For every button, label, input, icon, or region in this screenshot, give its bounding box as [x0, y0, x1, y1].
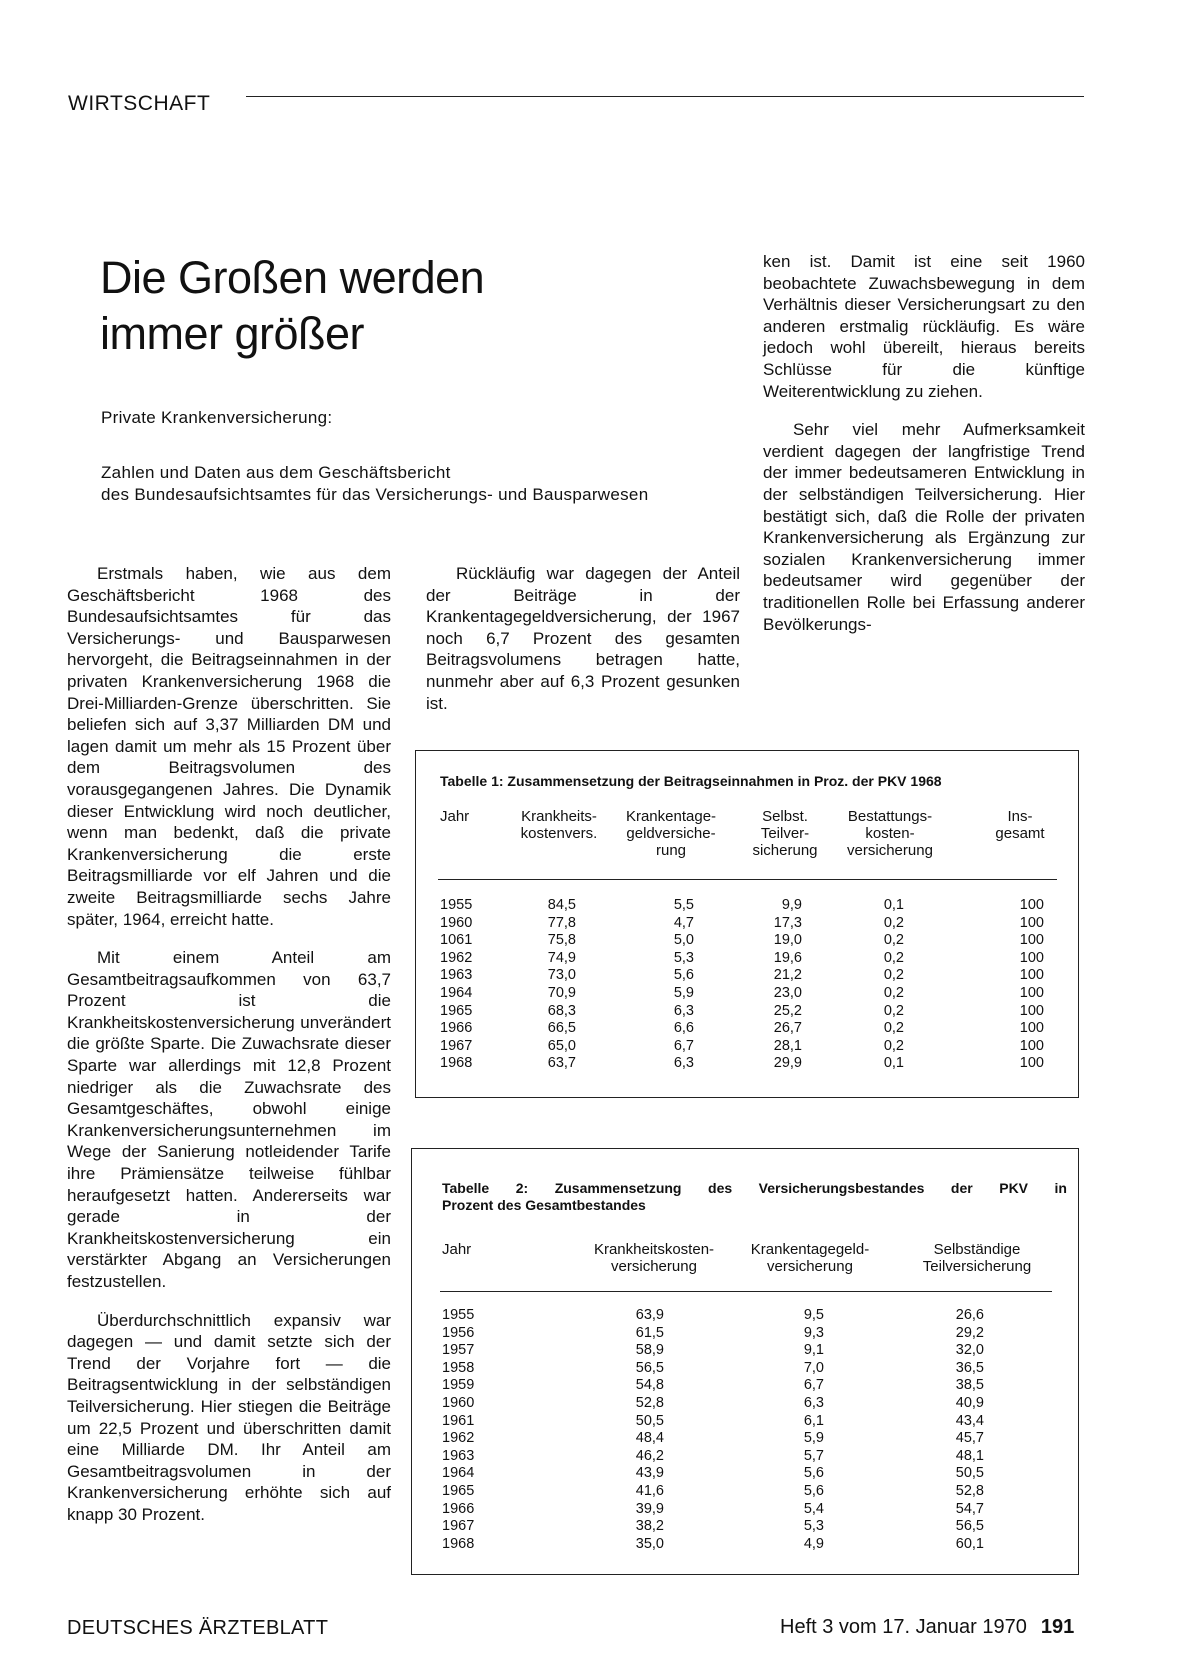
paragraph: Rückläufig war dagegen der Anteil der Beiträge in der Krankentagegeldversicherung, der 1967 noch 6,7 Prozent des gesamten Beitragsvolumens betragen hatte, nunmehr aber auf 6,3 Prozent gesunken ist.: [426, 564, 740, 713]
table-1-value-cell: 19,0: [773, 932, 802, 949]
table-1-value-cell: 4,7: [673, 914, 694, 931]
table-2-year-cell: 1965: [442, 1482, 475, 1499]
table-2-row: [412, 1501, 1076, 1519]
table-1-value-cell: 0,2: [883, 949, 904, 966]
table-2-value-cell: 5,7: [803, 1447, 824, 1464]
table-1-value-cell: 77,8: [547, 914, 576, 931]
paragraph: Mit einem Anteil am Gesamtbeitragsaufkommen von 63,7 Prozent ist die Krankheitskostenversicherung unverändert die größte Sparte. Die Zuwachsrate dieser Sparte war allerdings mit 12,8 Prozent niedriger als die Zuwachsrate des Gesamtgeschäftes, obwohl einige Krankenversicherungsunternehmen im Wege der Sanierung notleidender Tarife ihre Prämiensätze teilweise fühlbar heraufgesetzt hatten. Andererseits war gerade in der Krankheitskostenversicherung ein verstärkter Abgang an Versicherungen festzustellen.: [67, 948, 391, 1291]
table-1-value-cell: 0,2: [883, 1002, 904, 1019]
table-2-value-cell: 58,9: [635, 1342, 664, 1359]
table-2-value-cell: 46,2: [635, 1447, 664, 1464]
table-1-value-cell: 100: [1019, 1020, 1044, 1037]
table-1-header-col: Selbst. Teilver- sicherung: [752, 808, 818, 859]
table-2-value-cell: 50,5: [635, 1412, 664, 1429]
table-2-year-cell: 1958: [442, 1359, 475, 1376]
table-1-caption: Tabelle 1: Zusammensetzung der Beitragseinnahmen in Proz. der PKV 1968: [440, 773, 942, 789]
page-number: 191: [1040, 1616, 1075, 1638]
table-2-value-cell: 56,5: [635, 1359, 664, 1376]
table-2-rule: [440, 1291, 1052, 1292]
table-1-value-cell: 6,7: [673, 1037, 694, 1054]
table-1-row: [416, 897, 1076, 915]
table-2-value-cell: 45,7: [955, 1430, 984, 1447]
table-2-row: [412, 1465, 1076, 1483]
table-1-value-cell: 63,7: [547, 1055, 576, 1072]
table-2-row: [412, 1377, 1076, 1395]
table-1-value-cell: 28,1: [773, 1037, 802, 1054]
table-2-year-cell: 1957: [442, 1342, 475, 1359]
table-1-value-cell: 65,0: [547, 1037, 576, 1054]
table-2-caption-word: Tabelle: [442, 1180, 490, 1196]
table-2-caption-line-2: Prozent des Gesamtbestandes: [442, 1197, 646, 1213]
table-2-value-cell: 60,1: [955, 1535, 984, 1552]
table-1-value-cell: 5,3: [673, 949, 694, 966]
table-1-value-cell: 100: [1019, 1037, 1044, 1054]
table-2-value-cell: 38,5: [955, 1377, 984, 1394]
table-1-value-cell: 100: [1019, 932, 1044, 949]
table-2-caption-word: der: [950, 1180, 973, 1196]
body-column-2: [426, 563, 740, 731]
table-2-value-cell: 6,7: [803, 1377, 824, 1394]
table-2-caption-word: des: [708, 1180, 733, 1196]
section-label: WIRTSCHAFT: [68, 92, 211, 115]
subtitle-line-2: des Bundesaufsichtsamtes für das Versicherungs- und Bausparwesen: [101, 485, 649, 504]
table-1-value-cell: 100: [1019, 897, 1044, 913]
table-2-value-cell: 41,6: [635, 1482, 664, 1499]
paragraph: Überdurchschnittlich expansiv war dagegen — und damit setzte sich der Trend der Vorjahre fort — die Beitragsentwicklung in der selbständigen Teilversicherung. Hier stiegen die Beiträge um 22,5 Prozent und überschritten damit eine Milliarde DM. Ihr Anteil am Gesamtbeitragsvolumen in der Krankenversicherung erhöhte sich auf knapp 30 Prozent.: [67, 1310, 391, 1524]
table-2-year-cell: 1956: [442, 1324, 475, 1341]
table-1-year-cell: 1964: [440, 984, 473, 1001]
body-column-1: [67, 563, 391, 1543]
table-2-row: [412, 1360, 1076, 1378]
table-2-caption-word: PKV: [999, 1180, 1029, 1196]
table-1-value-cell: 100: [1019, 967, 1044, 984]
table-2-row: [412, 1307, 1076, 1325]
table-2-value-cell: 5,6: [803, 1465, 824, 1482]
table-1-value-cell: 100: [1019, 984, 1044, 1001]
table-2-value-cell: 5,9: [803, 1430, 824, 1447]
table-2-value-cell: 5,6: [803, 1482, 824, 1499]
table-1-value-cell: 6,3: [673, 1002, 694, 1019]
section-rule: [246, 96, 1084, 97]
table-2-value-cell: 48,4: [635, 1430, 664, 1447]
table-2-value-cell: 43,9: [635, 1465, 664, 1482]
table-1-value-cell: 23,0: [773, 984, 802, 1001]
table-2-year-cell: 1963: [442, 1447, 475, 1464]
table-1-header-col: Bestattungs- kosten- versicherung: [847, 808, 933, 859]
subtitle-line-1: Zahlen und Daten aus dem Geschäftsbericht: [101, 463, 451, 482]
table-1-year-cell: 1966: [440, 1020, 473, 1037]
article-subtitle: [101, 462, 751, 506]
table-2-value-cell: 54,8: [635, 1377, 664, 1394]
table-1-row: [416, 1038, 1076, 1056]
table-2-row: [412, 1325, 1076, 1343]
table-1-year-cell: 1061: [440, 932, 473, 949]
table-2-caption-word: 2:: [515, 1180, 529, 1196]
table-2-year-cell: 1967: [442, 1518, 475, 1535]
table-1-value-cell: 70,9: [547, 984, 576, 1001]
table-2-year-cell: 1964: [442, 1465, 475, 1482]
table-1-year-cell: 1955: [440, 897, 473, 913]
table-1-value-cell: 29,9: [773, 1055, 802, 1072]
table-1-year-cell: 1968: [440, 1055, 473, 1072]
table-2-value-cell: 9,5: [803, 1307, 824, 1323]
table-1-row: [416, 932, 1076, 950]
table-2-header-year: Jahr: [442, 1241, 472, 1258]
table-2-caption: [442, 1180, 1067, 1214]
article-kicker: Private Krankenversicherung:: [101, 408, 333, 427]
table-2-value-cell: 61,5: [635, 1324, 664, 1341]
table-1-value-cell: 9,9: [781, 897, 802, 913]
table-1-year-cell: 1962: [440, 949, 473, 966]
table-2-year-cell: 1962: [442, 1430, 475, 1447]
table-1-value-cell: 5,9: [673, 984, 694, 1001]
table-2-value-cell: 5,4: [803, 1500, 824, 1517]
table-1-value-cell: 6,6: [673, 1020, 694, 1037]
table-2-row: [412, 1413, 1076, 1431]
title-line-1: Die Großen werden: [100, 252, 485, 303]
table-2-value-cell: 6,1: [803, 1412, 824, 1429]
table-2-header-col: Krankentagegeld- versicherung: [750, 1241, 870, 1275]
table-2-row: [412, 1518, 1076, 1536]
footer-issue-info: [780, 1616, 1074, 1639]
table-1-value-cell: 84,5: [547, 897, 576, 913]
table-2-year-cell: 1961: [442, 1412, 475, 1429]
table-2-header-col: Selbständige Teilversicherung: [922, 1241, 1032, 1275]
table-1-rule: [438, 879, 1057, 880]
table-2-value-cell: 63,9: [635, 1307, 664, 1323]
table-1-row: [416, 985, 1076, 1003]
table-1-row: [416, 950, 1076, 968]
table-2-value-cell: 48,1: [955, 1447, 984, 1464]
table-1-value-cell: 100: [1019, 949, 1044, 966]
table-2-row: [412, 1483, 1076, 1501]
table-2-value-cell: 35,0: [635, 1535, 664, 1552]
table-2-row: [412, 1342, 1076, 1360]
table-2-value-cell: 39,9: [635, 1500, 664, 1517]
table-2-year-cell: 1968: [442, 1535, 475, 1552]
table-1-value-cell: 100: [1019, 1055, 1044, 1072]
table-2-caption-line-1: [442, 1180, 1067, 1197]
table-1-value-cell: 19,6: [773, 949, 802, 966]
table-2-value-cell: 54,7: [955, 1500, 984, 1517]
table-1-value-cell: 0,1: [883, 897, 904, 913]
table-2: [411, 1148, 1079, 1575]
table-1-value-cell: 5,0: [673, 932, 694, 949]
table-1-row: [416, 1003, 1076, 1021]
table-2-value-cell: 9,3: [803, 1324, 824, 1341]
table-1-value-cell: 5,6: [673, 967, 694, 984]
table-1-row: [416, 967, 1076, 985]
table-2-value-cell: 32,0: [955, 1342, 984, 1359]
paragraph: Sehr viel mehr Aufmerksamkeit verdient dagegen der langfristige Trend der immer bedeutsameren Entwicklung in der selbständigen Teilversicherung. Hier bestätigt sich, daß die Rolle der privaten Krankenversicherung als Ergänzung zur sozialen Krankenversicherung immer bedeutsamer wird gegenüber der traditionellen Rolle bei Erfassung anderer Bevölkerungs-: [763, 420, 1085, 634]
table-2-value-cell: 56,5: [955, 1518, 984, 1535]
table-2-value-cell: 9,1: [803, 1342, 824, 1359]
table-1-value-cell: 26,7: [773, 1020, 802, 1037]
table-1-value-cell: 5,5: [673, 897, 694, 913]
table-2-caption-word: Versicherungsbestandes: [758, 1180, 925, 1196]
footer-issue: Heft 3 vom 17. Januar 1970: [780, 1616, 1027, 1638]
table-2-value-cell: 50,5: [955, 1465, 984, 1482]
table-1-row: [416, 915, 1076, 933]
table-1-value-cell: 0,2: [883, 984, 904, 1001]
table-1-header-col: Krankheits- kostenvers.: [520, 808, 598, 842]
table-2-value-cell: 6,3: [803, 1394, 824, 1411]
table-2-caption-word: Zusammensetzung: [554, 1180, 682, 1196]
table-2-value-cell: 26,6: [955, 1307, 984, 1323]
table-1-value-cell: 0,2: [883, 1037, 904, 1054]
table-1-header-col: Krankentage- geldversiche- rung: [625, 808, 717, 859]
table-1-value-cell: 100: [1019, 914, 1044, 931]
table-1-value-cell: 75,8: [547, 932, 576, 949]
table-1-value-cell: 100: [1019, 1002, 1044, 1019]
table-1-header-col: Ins- gesamt: [995, 808, 1045, 842]
table-1-value-cell: 25,2: [773, 1002, 802, 1019]
table-2-value-cell: 36,5: [955, 1359, 984, 1376]
table-2-value-cell: 40,9: [955, 1394, 984, 1411]
table-1-value-cell: 0,2: [883, 914, 904, 931]
table-2-year-cell: 1955: [442, 1307, 475, 1323]
table-2-year-cell: 1966: [442, 1500, 475, 1517]
table-2-year-cell: 1959: [442, 1377, 475, 1394]
table-1-body: [416, 897, 1076, 1073]
table-2-value-cell: 4,9: [803, 1535, 824, 1552]
paragraph: Erstmals haben, wie aus dem Geschäftsbericht 1968 des Bundesaufsichtsamtes für das Versicherungs- und Bausparwesen hervorgeht, die Beitragseinnahmen in der privaten Krankenversicherung 1968 die Drei-Milliarden-Grenze überschritten. Sie beliefen sich auf 3,37 Milliarden DM und lagen damit um mehr als 15 Prozent über dem Beitragsvolumen des vorausgegangenen Jahres. Die Dynamik dieser Entwicklung wird noch deutlicher, wenn man bedenkt, daß die private Krankenversicherung die erste Beitragsmilliarde vor elf Jahren und die zweite Beitragsmilliarde sechs Jahre später, 1964, erreicht hatte.: [67, 564, 391, 929]
table-2-row: [412, 1536, 1076, 1554]
table-1-value-cell: 0,1: [883, 1055, 904, 1072]
table-2-header-col: Krankheitskosten- versicherung: [593, 1241, 715, 1275]
table-2-value-cell: 52,8: [955, 1482, 984, 1499]
table-1-header-year: Jahr: [440, 808, 470, 825]
table-2-value-cell: 5,3: [803, 1518, 824, 1535]
table-1-value-cell: 66,5: [547, 1020, 576, 1037]
table-1-year-cell: 1967: [440, 1037, 473, 1054]
footer-publication: DEUTSCHES ÄRZTEBLATT: [67, 1617, 329, 1639]
table-2-value-cell: 43,4: [955, 1412, 984, 1429]
table-2-row: [412, 1395, 1076, 1413]
paragraph-continued: ken ist. Damit ist eine seit 1960 beobachtete Zuwachsbewegung in dem Verhältnis dieser Versicherungsart zu den anderen erstmalig rückläufig. Es wäre jedoch wohl übereilt, hieraus bereits Schlüsse für die künftige Weiterentwicklung zu ziehen.: [763, 252, 1085, 401]
title-line-2: immer größer: [100, 308, 365, 359]
table-1-year-cell: 1963: [440, 967, 473, 984]
table-1-value-cell: 0,2: [883, 932, 904, 949]
table-2-value-cell: 38,2: [635, 1518, 664, 1535]
table-2-row: [412, 1430, 1076, 1448]
table-1-value-cell: 6,3: [673, 1055, 694, 1072]
table-1-row: [416, 1055, 1076, 1073]
table-2-value-cell: 52,8: [635, 1394, 664, 1411]
table-1-year-cell: 1965: [440, 1002, 473, 1019]
table-1-row: [416, 1020, 1076, 1038]
table-1-value-cell: 0,2: [883, 1020, 904, 1037]
table-1-value-cell: 74,9: [547, 949, 576, 966]
table-1-value-cell: 0,2: [883, 967, 904, 984]
table-2-caption-word: in: [1054, 1180, 1067, 1196]
table-1-value-cell: 68,3: [547, 1002, 576, 1019]
table-2-year-cell: 1960: [442, 1394, 475, 1411]
table-1-year-cell: 1960: [440, 914, 473, 931]
table-2-value-cell: 7,0: [803, 1359, 824, 1376]
table-2-value-cell: 29,2: [955, 1324, 984, 1341]
table-2-body: [412, 1307, 1076, 1553]
table-1: [415, 750, 1079, 1098]
table-1-value-cell: 17,3: [773, 914, 802, 931]
table-2-row: [412, 1448, 1076, 1466]
table-1-value-cell: 73,0: [547, 967, 576, 984]
body-column-3: [763, 251, 1085, 652]
article-title: [100, 250, 720, 362]
table-1-value-cell: 21,2: [773, 967, 802, 984]
